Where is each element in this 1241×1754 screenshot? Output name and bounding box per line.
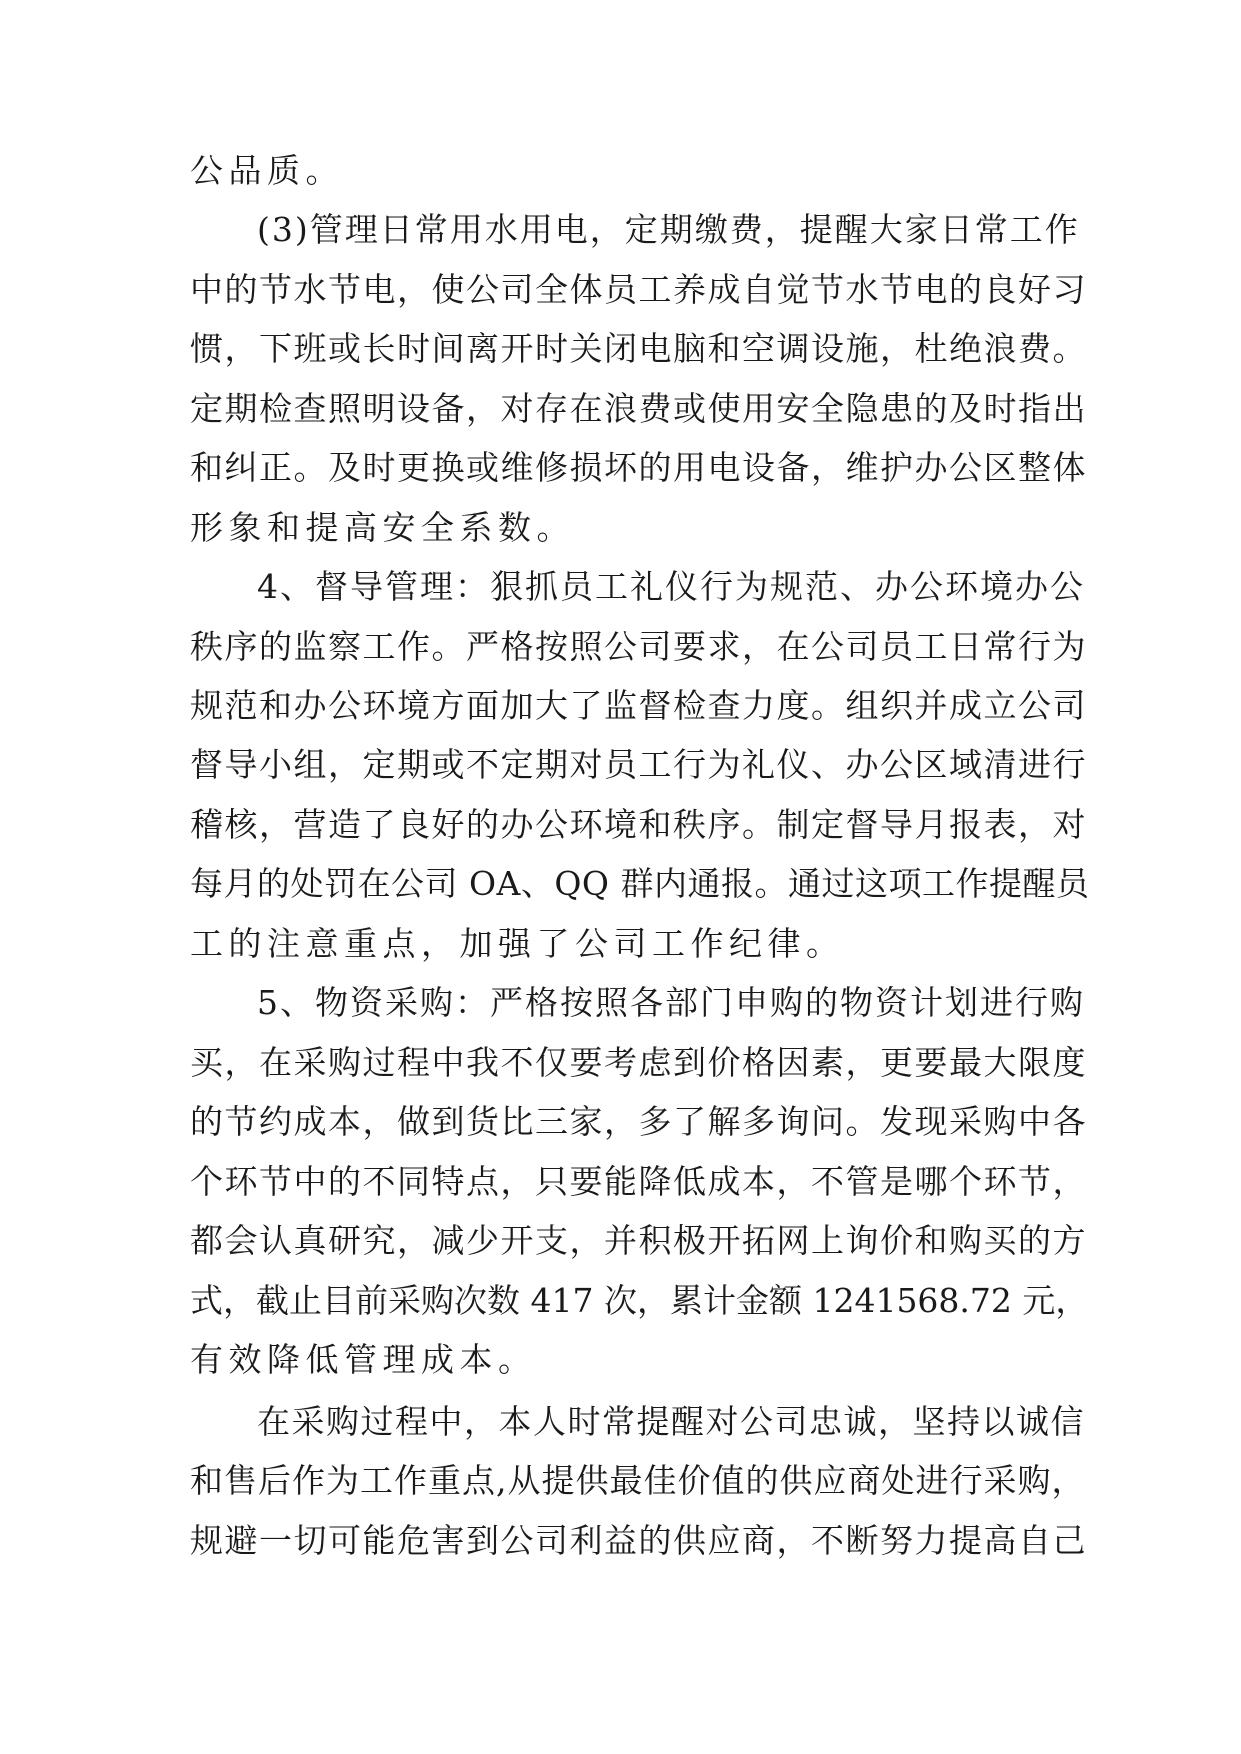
text-line: 的节约成本，做到货比三家，多了解多询问。发现采购中各 (190, 1102, 1087, 1141)
text-line: 有效降低管理成本。 (190, 1340, 537, 1379)
text-line: 督导小组，定期或不定期对员工行为礼仪、办公区域清进行 (190, 745, 1087, 784)
text-line: 每月的处罚在公司 OA、QQ 群内通报。通过这项工作提醒员 (190, 864, 1090, 903)
text-line: 稽核，营造了良好的办公环境和秩序。制定督导月报表，对 (190, 805, 1087, 844)
text-line: 中的节水节电，使公司全体员工养成自觉节水节电的良好习 (190, 270, 1087, 309)
text-line: 式，截止目前采购次数 417 次，累计金额 1241568.72 元， (190, 1281, 1089, 1320)
text-line: 规避一切可能危害到公司利益的供应商，不断努力提高自己 (190, 1521, 1087, 1560)
text-line: 4、督导管理：狠抓员工礼仪行为规范、办公环境办公 (257, 567, 1085, 606)
text-line: 5、物资采购：严格按照各部门申购的物资计划进行购 (257, 983, 1085, 1022)
text-line: 惯，下班或长时间离开时关闭电脑和空调设施，杜绝浪费。 (190, 329, 1087, 368)
text-line: 形象和提高安全系数。 (190, 508, 575, 547)
text-line: (3)管理日常用水用电，定期缴费，提醒大家日常工作 (257, 210, 1080, 249)
text-line: 和售后作为工作重点,从提供最佳价值的供应商处进行采购， (190, 1461, 1086, 1500)
text-line: 定期检查照明设备，对存在浪费或使用安全隐患的及时指出 (190, 389, 1087, 428)
text-line: 秩序的监察工作。严格按照公司要求，在公司员工日常行为 (190, 627, 1087, 666)
text-line: 买，在采购过程中我不仅要考虑到价格因素，更要最大限度 (190, 1043, 1087, 1082)
text-line: 工的注意重点，加强了公司工作纪律。 (190, 924, 845, 963)
text-line: 公品质。 (190, 151, 344, 190)
text-line: 个环节中的不同特点，只要能降低成本，不管是哪个环节， (190, 1162, 1087, 1201)
text-line: 都会认真研究，减少开支，并积极开拓网上询价和购买的方 (190, 1221, 1087, 1260)
text-line: 规范和办公环境方面加大了监督检查力度。组织并成立公司 (190, 686, 1087, 725)
text-line: 和纠正。及时更换或维修损坏的用电设备，维护办公区整体 (190, 448, 1087, 487)
text-line: 在采购过程中，本人时常提醒对公司忠诚，坚持以诚信 (257, 1402, 1085, 1441)
